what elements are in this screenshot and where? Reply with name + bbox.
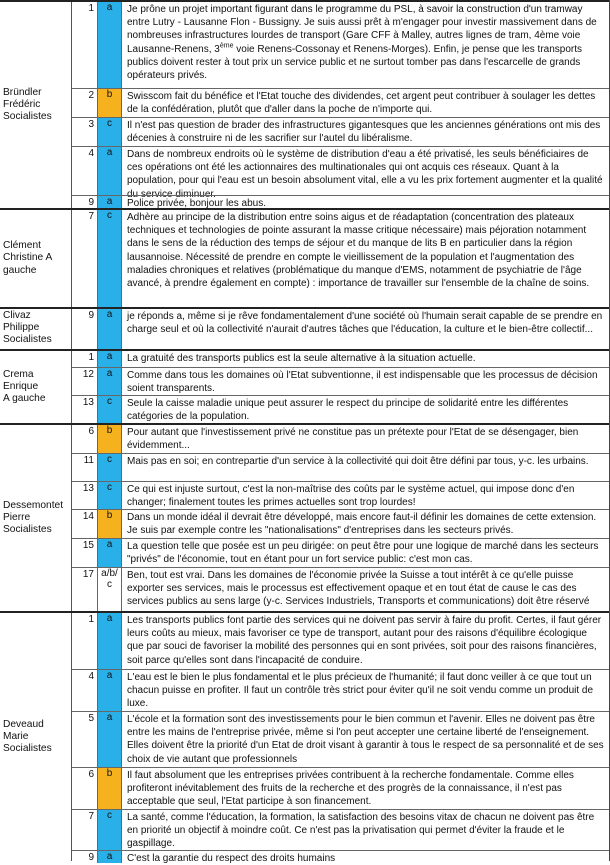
answer-row <box>72 425 610 453</box>
candidate-name-line: Clivaz Philippe <box>3 310 40 334</box>
superscript: ème <box>219 42 234 50</box>
answer-text: Pour autant que l'investissement privé ne constitue pas un prétexte pour l'Etat de se désengager, bien évidemment... <box>127 427 579 452</box>
answer-text: Police privée, bonjour les abus. <box>127 198 266 209</box>
answer-text: Les transports publics font partie des services qui ne doivent pas servir à faire du profit. Certes, il faut gérer leurs coûts au mieux, mais favoriser ce type de transport, autant pour des raisons d'équilibre écologique que par souci de favoriser la mobilité des personnes qui en sont privées, soit pour des raisons financières, soit parce qu'elles sont dans l'incapacité de conduire. <box>127 615 602 666</box>
answer-category: b <box>98 510 122 538</box>
candidate-name-line: Crema Enrique <box>3 368 39 392</box>
answer-category: a <box>98 368 122 395</box>
answer-row <box>72 88 610 117</box>
answer-text: Comme dans tous les domaines où l'Etat subventionne, il est indispensable que les processus de décision soient transparents. <box>127 370 598 395</box>
answer-category: c <box>98 118 122 146</box>
answer-text: Seule la caisse maladie unique peut assurer le respect du principe de solidarité entre les différentes catégories de la population. <box>127 398 569 423</box>
question-number: 9 <box>72 851 98 863</box>
candidate-block <box>0 0 610 208</box>
question-number: 9 <box>72 196 98 210</box>
answer-category <box>98 568 122 613</box>
answer-row <box>72 669 610 711</box>
question-number: 4 <box>72 147 98 195</box>
answer-row <box>72 2 610 88</box>
answer-text: Adhère au principe de la distribution entre soins aigus et de réadaptation (concentration des plateaux techniques et technologies de pointe assurant la masse critique nécessaire) mais péjoration notamment dans le sens de la réduction des temps de séjour et du manque de lits B en particulier dans la région lausannoise. Nécessité de prendre en compte le vieillissement de la population et l'augmentation des maladies chroniques et relatives (problématique du manque d'EMS, notamment de psychiatrie de l'âge avancé, à prendre également en compte) : importance de travailler sur l'ensemble de la chaîne de soins. <box>127 212 590 290</box>
question-number: 9 <box>72 309 98 349</box>
candidate-name <box>0 351 72 423</box>
answer-category: b <box>98 425 122 453</box>
answer-row <box>72 395 610 423</box>
question-number: 6 <box>72 768 98 809</box>
candidate-name-line: Deveaud Marie <box>3 718 44 742</box>
question-number: 5 <box>72 712 98 767</box>
answer-text: Ce qui est injuste surtout, c'est la non-maîtrise des coûts par le système actuel, qui impose donc d'en changer; finalement toutes les primes actuelles sont trop lourdes! <box>127 484 575 509</box>
answer-row <box>72 538 610 567</box>
question-number: 1 <box>72 351 98 367</box>
answer-category: a <box>98 539 122 567</box>
answer-category: a <box>98 712 122 767</box>
answer-row <box>72 567 610 613</box>
question-number: 17 <box>72 568 98 613</box>
answer-category: a <box>98 147 122 195</box>
answer-category: c <box>98 810 122 850</box>
answer-category: c <box>98 482 122 509</box>
question-number: 12 <box>72 368 98 395</box>
question-number: 11 <box>72 454 98 481</box>
candidate-name <box>0 613 72 861</box>
answer-text: Ben, tout est vrai. Dans les domaines de l'économie privée la Suisse a tout intérêt à ce qu'elle puisse exporter ses services, mais le processus est effectivement opaque et en tout état de cause le cas des services publics au sens large (y-c. Services Industriels, Transports et communications) doit être réservé <box>127 570 590 608</box>
candidate-name <box>0 425 72 611</box>
answer-row <box>72 509 610 538</box>
answer-category-text: a/b/c <box>101 568 118 590</box>
candidate-block <box>0 611 610 864</box>
candidate-name <box>0 2 72 208</box>
answer-row <box>72 309 610 349</box>
answer-row <box>72 210 610 307</box>
candidate-block <box>0 307 610 349</box>
candidate-name-line: Socialistes <box>3 111 52 123</box>
candidate-block <box>0 423 610 611</box>
candidate-name-line: Dessemontet <box>3 499 64 511</box>
candidate-block <box>0 208 610 307</box>
candidate-name-line: Bründler <box>3 86 42 98</box>
answer-text: Mais pas en soi; en contrepartie d'un service à la collectivité qui doit être défini par tous, y-c. les urbains. <box>127 456 589 467</box>
answer-category: a <box>98 2 122 88</box>
candidate-name-line: A gauche <box>3 393 46 405</box>
answer-category: a <box>98 613 122 669</box>
question-number: 6 <box>72 425 98 453</box>
answer-row <box>72 711 610 767</box>
answer-category: c <box>98 396 122 423</box>
question-number: 1 <box>72 2 98 88</box>
question-number: 1 <box>72 613 98 669</box>
answer-text-part: voie Renens-Cossonay et Renens-Morges). Enfin, je pense que les transports publics doivent rester à tout prix un service public et ne surtout tomber pas dans l'escarcelle de grands opérateurs privés. <box>127 43 582 82</box>
answer-text: Dans de nombreux endroits où le système de distribution d'eau a été privatisé, les seuls bénéficiaires de ces opérations ont été les actionnaires des multinationales qui ont acquis ces réseaux. Quant à la population, pour qui l'eau est un besoin absolument vital, elle a vu les prix fortement augmenter et la qualité du service diminuer. <box>127 149 603 200</box>
candidate-name-line: Frédéric <box>3 98 41 110</box>
answer-text: La santé, comme l'éducation, la formation, la satisfaction des besoins vitax de chacun ne doivent pas être en priorité un objectif à moindre coût. Ce n'est pas la privatisation qui permet d'éviter la fraude et le gaspillage. <box>127 812 595 850</box>
question-number: 3 <box>72 118 98 146</box>
answer-text: La gratuité des transports publics est la seule alternative à la situation actuelle. <box>127 353 476 364</box>
answer-row <box>72 767 610 809</box>
candidate-name-line: Socialistes <box>3 524 52 536</box>
answer-text: je réponds a, même si je rêve fondamentalement d'une société où l'humain serait capable de se prendre en charge seul et où la collectivité n'aurait d'autres tâches que l'éducation, la culture et le bien-être collectif... <box>127 311 603 336</box>
answer-row <box>72 481 610 509</box>
answer-text: C'est la garantie du respect des droits humains <box>127 853 336 864</box>
answer-text: Swisscom fait du bénéfice et l'Etat touche des dividendes, cet argent peut contribuer à soulager les dettes de la confédération, plutôt que d'aller dans la poche de n'importe qui. <box>127 91 596 116</box>
candidate-name <box>0 210 72 307</box>
answer-category: c <box>98 210 122 307</box>
question-number: 14 <box>72 510 98 538</box>
question-number: 7 <box>72 210 98 307</box>
answer-row <box>72 117 610 146</box>
candidate-name-line: Socialistes <box>3 334 52 346</box>
answer-category: a <box>98 196 122 210</box>
candidate-name-line: Socialistes <box>3 743 52 755</box>
answer-text: L'école et la formation sont des investissements pour le bien commun et l'avenir. Elles ne doivent pas être entre les mains de l'entreprise privée, même si l'on peut accepter une certaine liberté de l'enseignement. Elles doivent être la priorité d'un Etat de droit visant à garantir à tous le respect de sa personnalité et de ses choix de vie autant que professionnels <box>127 714 604 765</box>
question-number: 4 <box>72 670 98 711</box>
question-number: 13 <box>72 396 98 423</box>
answer-row <box>72 351 610 367</box>
answer-category: a <box>98 309 122 349</box>
answer-text: Il faut absolument que les entreprises privées contribuent à la recherche fondamentale. Comme elles profiteront inévitablement des fruits de la recherche et des progrès de la connaissance, il n'est pas acceptable que seul, l'Etat participe à son financement. <box>127 770 574 808</box>
question-number: 2 <box>72 89 98 117</box>
question-number: 7 <box>72 810 98 850</box>
answer-text: La question telle que posée est un peu dirigée: on peut être pour une logique de marché dans les secteurs "privés" de l'économie, tout en étant pour un fort service public: c'est mon cas. <box>127 541 599 566</box>
answer-row <box>72 613 610 669</box>
candidate-name-line: gauche <box>3 264 37 276</box>
answer-text: L'eau est le bien le plus fondamental et le plus précieux de l'humanité; il faut donc veiller à ce que tout un chacun puisse en profiter. Il faut un contrôle très strict pour éviter qu'il ne soit vendu comme un produit de luxe. <box>127 672 594 710</box>
candidate-block <box>0 349 610 423</box>
answer-text <box>122 2 610 82</box>
answer-row <box>72 850 610 863</box>
answer-category: b <box>98 768 122 809</box>
answer-row <box>72 809 610 850</box>
answer-text-part: Je prône un projet important figurant dans le programme du PSL, à savoir la construction d'un tramway entre Lutry - Lausanne Flon - Bussigny. Je suis aussi prêt à m'engager pour investir massivement dans de nombreuses infrastructures lourdes de transport (Gare CFF à Malley, autres lignes de tram, 4ème voie Lausanne-Renens, 3 <box>127 4 597 55</box>
candidate-name-line: Pierre <box>3 511 31 523</box>
candidate-name <box>0 309 72 349</box>
answer-category: a <box>98 670 122 711</box>
question-number: 15 <box>72 539 98 567</box>
candidate-name-line: Christine A <box>3 252 53 264</box>
answer-category: c <box>98 454 122 481</box>
answer-category: a <box>98 851 122 863</box>
answer-row <box>72 453 610 481</box>
question-number: 13 <box>72 482 98 509</box>
answer-row <box>72 367 610 395</box>
answer-category: b <box>98 89 122 117</box>
answer-row <box>72 146 610 200</box>
answer-text: Il n'est pas question de brader des infrastructures gigantesques que les anciennes générations ont mis des décenies à construire ni de les sacrifier sur l'autel du libéralisme. <box>127 120 601 145</box>
answer-text: Dans un monde idéal il devrait être développé, mais encore faut-il définir les domaines de cette extension. Je suis par exemple contre les "nationalisations" d'entreprises dans les secteurs privés. <box>127 512 597 537</box>
candidate-name-line: Clément <box>3 240 41 252</box>
answer-category: a <box>98 351 122 367</box>
